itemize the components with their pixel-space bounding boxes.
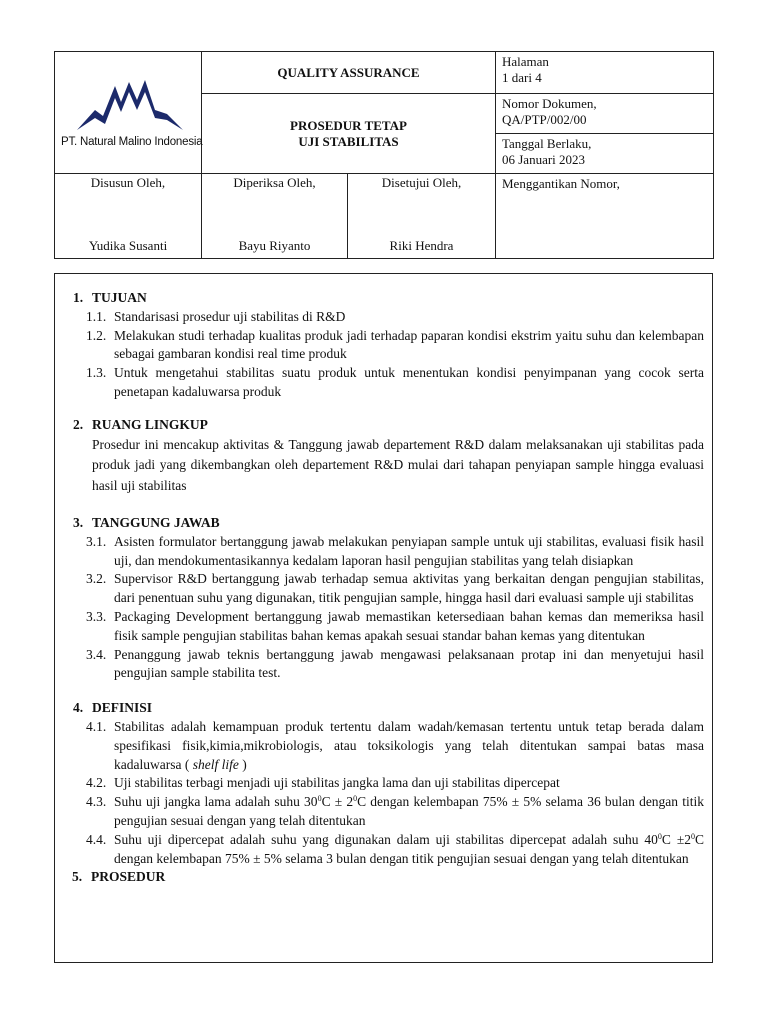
document-header-table <box>54 51 714 259</box>
list-item: 1.1. Standarisasi prosedur uji stabilitas di R&D <box>86 308 346 324</box>
prepared-by-name: Yudika Susanti <box>88 238 168 253</box>
effective-date-value: 06 Januari 2023 <box>502 152 586 167</box>
procedure-body <box>54 273 713 963</box>
approved-by-name: Riki Hendra <box>389 238 454 253</box>
list-item: 1.2. Melakukan studi terhadap kualitas produk jadi terhadap paparan kondisi ekstrim yaitu suhu dan kelembapan sebagai gambaran kondisi real time produk <box>86 327 704 362</box>
checked-by-name: Bayu Riyanto <box>238 238 311 253</box>
prepared-by-label: Disusun Oleh, <box>90 175 166 190</box>
list-item: 4.3. Suhu uji jangka lama adalah suhu $30^0C \pm 2^0C$ dengan kelembapan 75% ± 5% selama 36 bulan dengan titik pengujian sesuai dengan yang telah ditentukan <box>86 794 704 829</box>
checked-by-cell <box>202 174 348 259</box>
doc-number-value: QA/PTP/002/00 <box>502 112 587 127</box>
doc-number-cell <box>496 94 714 134</box>
approved-by-cell <box>348 174 496 259</box>
page-value: 1 dari 4 <box>502 70 542 85</box>
page-label: Halaman <box>502 54 549 69</box>
list-item: 4.1. Stabilitas adalah kemampuan produk tertentu dalam wadah/kemasan tertentu untuk tetap berada dalam spesifikasi fisik,kimia,mikrobiologis, atau toksikologis yang telah ditentukan sampai batas masa kadaluwarsa ( shelf life ) <box>86 719 704 772</box>
section-title: 1. TUJUAN <box>73 290 147 305</box>
section-title: 3. TANGGUNG JAWAB <box>73 515 220 531</box>
doc-title-line1: PROSEDUR TETAP <box>290 117 407 133</box>
list-item: 4.4. Suhu uji dipercepat adalah suhu yang digunakan dalam uji stabilitas dipercepat adalah suhu $40^0C \pm 2^0C$ dengan kelembapan 75% ± 5% selama 3 bulan dengan titik pengujian sesuai dengan yang telah ditentukan <box>86 831 704 866</box>
section-title: 2. RUANG LINGKUP <box>73 416 208 432</box>
list-item: 1.3. Untuk mengetahui stabilitas suatu produk untuk menentukan kondisi penyimpanan yang cocok serta penetapan kadaluwarsa produk <box>86 365 704 399</box>
procedure-content <box>73 289 704 887</box>
doc-title-cell <box>202 94 496 174</box>
department-title: QUALITY ASSURANCE <box>202 52 496 94</box>
section-paragraph: Prosedur ini mencakup aktivitas & Tanggung jawab departement R&D dalam melaksanakan uji stabilitas pada produk jadi yang dikembangkan oleh departement R&D mulai dari tahapan penyiapan sample hingga evaluasi hasil uji stabilitas <box>92 436 704 493</box>
prepared-by-cell <box>55 174 202 259</box>
replaces-cell <box>496 174 714 259</box>
replaces-label: Menggantikan Nomor, <box>502 176 620 191</box>
list-item: 3.4. Penanggung jawab teknis bertanggung jawab mengawasi pelaksanaan protap ini dan menyetujui hasil pengujian sample stabilita test. <box>86 646 704 681</box>
doc-number-label: Nomor Dokumen, <box>502 96 597 111</box>
checked-by-label: Diperiksa Oleh, <box>233 175 316 190</box>
page-info-cell <box>496 52 714 94</box>
approved-by-label: Disetujui Oleh, <box>381 175 462 190</box>
company-logo <box>61 76 203 150</box>
list-item: 3.2. Supervisor R&D bertanggung jawab terhadap semua aktivitas yang berkaitan dengan pengujian stabilitas, dari penentuan suhu yang digunakan, titik pengujian sample, hingga hasil dari evaluasi sample uji stabilitas <box>86 571 704 606</box>
mountain-logo-icon <box>75 76 185 132</box>
effective-date-label: Tanggal Berlaku, <box>502 136 592 151</box>
company-name: PT. Natural Malino Indonesia <box>61 136 203 148</box>
effective-date-cell <box>496 134 714 174</box>
list-item: 4.2. Uji stabilitas terbagi menjadi uji stabilitas jangka lama dan uji stabilitas dipercepat <box>86 775 560 791</box>
section-title: 4. DEFINISI <box>73 700 153 716</box>
logo-cell <box>55 52 202 174</box>
list-item: 3.1. Asisten formulator bertanggung jawab melakukan penyiapan sample untuk uji stabilitas, evaluasi fisik hasil uji, dan mendokumentasikannya kedalam laporan hasil pengujian stabilitas yang telah disiapkan <box>86 533 704 568</box>
list-item: 3.3. Packaging Development bertanggung jawab memastikan ketersediaan bahan kemas dan memeriksa hasil fisik sample pengujian stabilitas bahan kemas apakah sesuai standar bahan kemas yang ditentukan <box>86 609 704 643</box>
section-title: 5. PROSEDUR <box>72 869 166 885</box>
doc-title-line2: UJI STABILITAS <box>298 133 399 149</box>
